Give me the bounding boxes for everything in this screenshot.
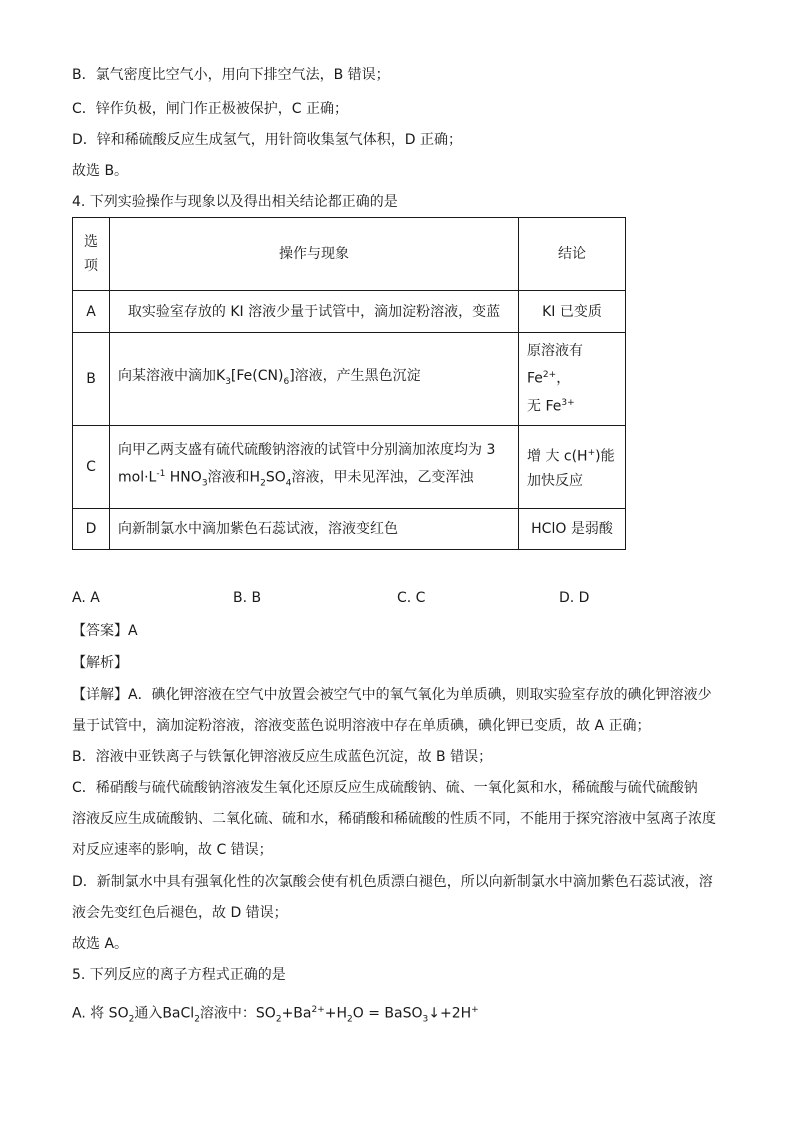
option-d[interactable]: D. D [559,590,590,606]
answer-line [72,621,138,641]
row-b-concl-1-sup: 2+ [542,370,557,381]
q5-a-mid4: +H [324,1005,348,1022]
option-b[interactable]: B. B [233,590,262,606]
detail-b: B．溶液中亚铁离子与铁氰化钾溶液反应生成蓝色沉淀，故 B 错误； [72,749,493,765]
row-c-op-line2 [118,462,510,495]
row-c-op-unit-sup: -1 [156,469,166,480]
analysis-label: 【解析】 [72,655,128,671]
q5-a-sup2: + [471,1005,479,1015]
q5-a-sub4: 2 [347,1014,353,1025]
row-c-op-result: 溶液，甲未见浑浊，乙变浑浊 [291,469,474,486]
row-a-operation: 取实验室存放的 KI 溶液少量于试管中，滴加淀粉溶液，变蓝 [110,291,519,333]
row-b-concl-2: 无 Fe [527,398,562,415]
q5-a-mid6: ↓+2H [428,1005,472,1022]
answer-value: A [128,623,138,639]
row-b-concl-2-sup: 3+ [561,398,575,408]
table-row [73,291,626,333]
row-b-option: B [73,333,110,426]
row-d-conclusion: HClO 是弱酸 [519,509,626,550]
q5-option-a [72,1000,479,1029]
row-c-operation [110,426,519,509]
question-5-stem: 5. 下列反应的离子方程式正确的是 [72,967,286,983]
header-conclusion: 结论 [519,218,626,291]
row-c-concl-2: 加快反应 [527,472,583,489]
table-row [73,333,626,426]
row-d-option: D [73,509,110,550]
option-c[interactable]: C. C [397,590,426,606]
table-row [73,426,626,509]
q5-a-mid3: +Ba [281,1005,312,1022]
row-c-concl-1-tail: )能 [595,448,615,465]
row-c-op-sub1: 3 [201,478,208,489]
row-b-op-cn-sub: 6 [283,376,290,387]
row-b-op-k-sub: 3 [225,376,231,387]
detail-c-line2: 溶液反应生成硫酸钠、二氧化硫、硫和水，稀硝酸和稀硫酸的性质不同，不能用于探究溶液中氢离子浓度 [72,811,716,827]
q5-a-pre: A. 将 SO [72,1005,129,1022]
experiment-table [72,217,626,550]
q5-a-sup1: 2+ [311,1005,325,1015]
table-header-row [73,218,626,291]
row-d-operation: 向新制氯水中滴加紫色石蕊试液，溶液变红色 [110,509,519,550]
prev-line-d: D．锌和稀硫酸反应生成氢气，用针筒收集氢气体积，D 正确； [72,132,463,148]
q5-a-sub1: 2 [128,1014,135,1025]
row-c-op-unit: mol·L [118,469,157,486]
row-c-concl-1-sup: + [587,448,596,459]
row-c-op-and: 溶液和H [207,469,261,486]
header-operation: 操作与现象 [110,218,519,291]
prev-line-c: C．锌作负极，闸门作正极被保护，C 正确； [72,101,348,117]
detail-c-line3: 对反应速率的影响，故 C 错误； [72,842,273,858]
row-b-op-pre: 向某溶液中滴加K [118,368,226,385]
detail-c-line1: C．稀硝酸与硫代硫酸钠溶液发生氧化还原反应生成硫酸钠、硫、一氧化氮和水，稀硫酸与硫代硫酸钠 [72,780,698,796]
prev-conclusion: 故选 B。 [72,163,129,179]
detail-a-line1 [72,685,712,705]
row-c-op-sub2: 2 [260,478,266,489]
option-a[interactable]: A. A [72,590,100,606]
prev-line-b: B．氯气密度比空气小，用向下排空气法，B 错误； [72,67,390,83]
q5-a-sub3: 2 [275,1014,282,1025]
q5-a-sub5: 3 [422,1014,429,1025]
detail-d-line1: D．新制氯水中具有强氧化性的次氯酸会使有机色质漂白褪色，所以向新制氯水中滴加紫色石蕊试液，溶 [72,874,713,890]
row-b-operation [110,333,519,426]
table-row [73,509,626,550]
row-b-concl-1: 原溶液有 Fe [527,343,583,387]
q5-a-mid5: O = BaSO [352,1005,423,1022]
answer-label: 【答案】 [72,623,128,639]
row-a-conclusion: KI 已变质 [519,291,626,333]
q5-a-mid1: 通入BaCl [134,1005,195,1022]
detail-label: 【详解】 [72,687,128,703]
header-option: 选项 [73,218,110,291]
question-4-stem: 4. 下列实验操作与现象以及得出相关结论都正确的是 [72,194,398,210]
row-a-option: A [73,291,110,333]
row-b-conclusion [519,333,626,426]
row-c-option: C [73,426,110,509]
row-c-op-line1: 向甲乙两支盛有硫代硫酸钠溶液的试管中分别滴加浓度均为 3 [118,442,496,459]
q5-a-mid2: 溶液中：SO [199,1005,276,1022]
row-c-op-so: SO [265,469,286,486]
row-b-concl-1-tail: ， [556,371,571,387]
row-c-conclusion [519,426,626,509]
row-c-concl-1: 增 大 c(H [527,448,588,465]
q5-a-sub2: 2 [194,1014,200,1025]
row-c-op-sub3: 4 [285,478,292,489]
detail-a-text1: A．碘化钾溶液在空气中放置会被空气中的氧气氧化为单质碘，则取实验室存放的碘化钾溶液少 [128,687,712,703]
row-b-op-mid: [Fe(CN) [230,368,284,385]
row-b-op-post: ]溶液，产生黑色沉淀 [289,368,421,385]
answer-options [72,590,632,610]
row-c-op-hno: HNO [165,469,202,486]
detail-a-line2: 量于试管中，滴加淀粉溶液，溶液变蓝色说明溶液中存在单质碘，碘化钾已变质，故 A 正确； [72,718,651,734]
q4-conclusion: 故选 A。 [72,936,129,952]
detail-d-line2: 液会先变红色后褪色，故 D 错误； [72,905,288,921]
